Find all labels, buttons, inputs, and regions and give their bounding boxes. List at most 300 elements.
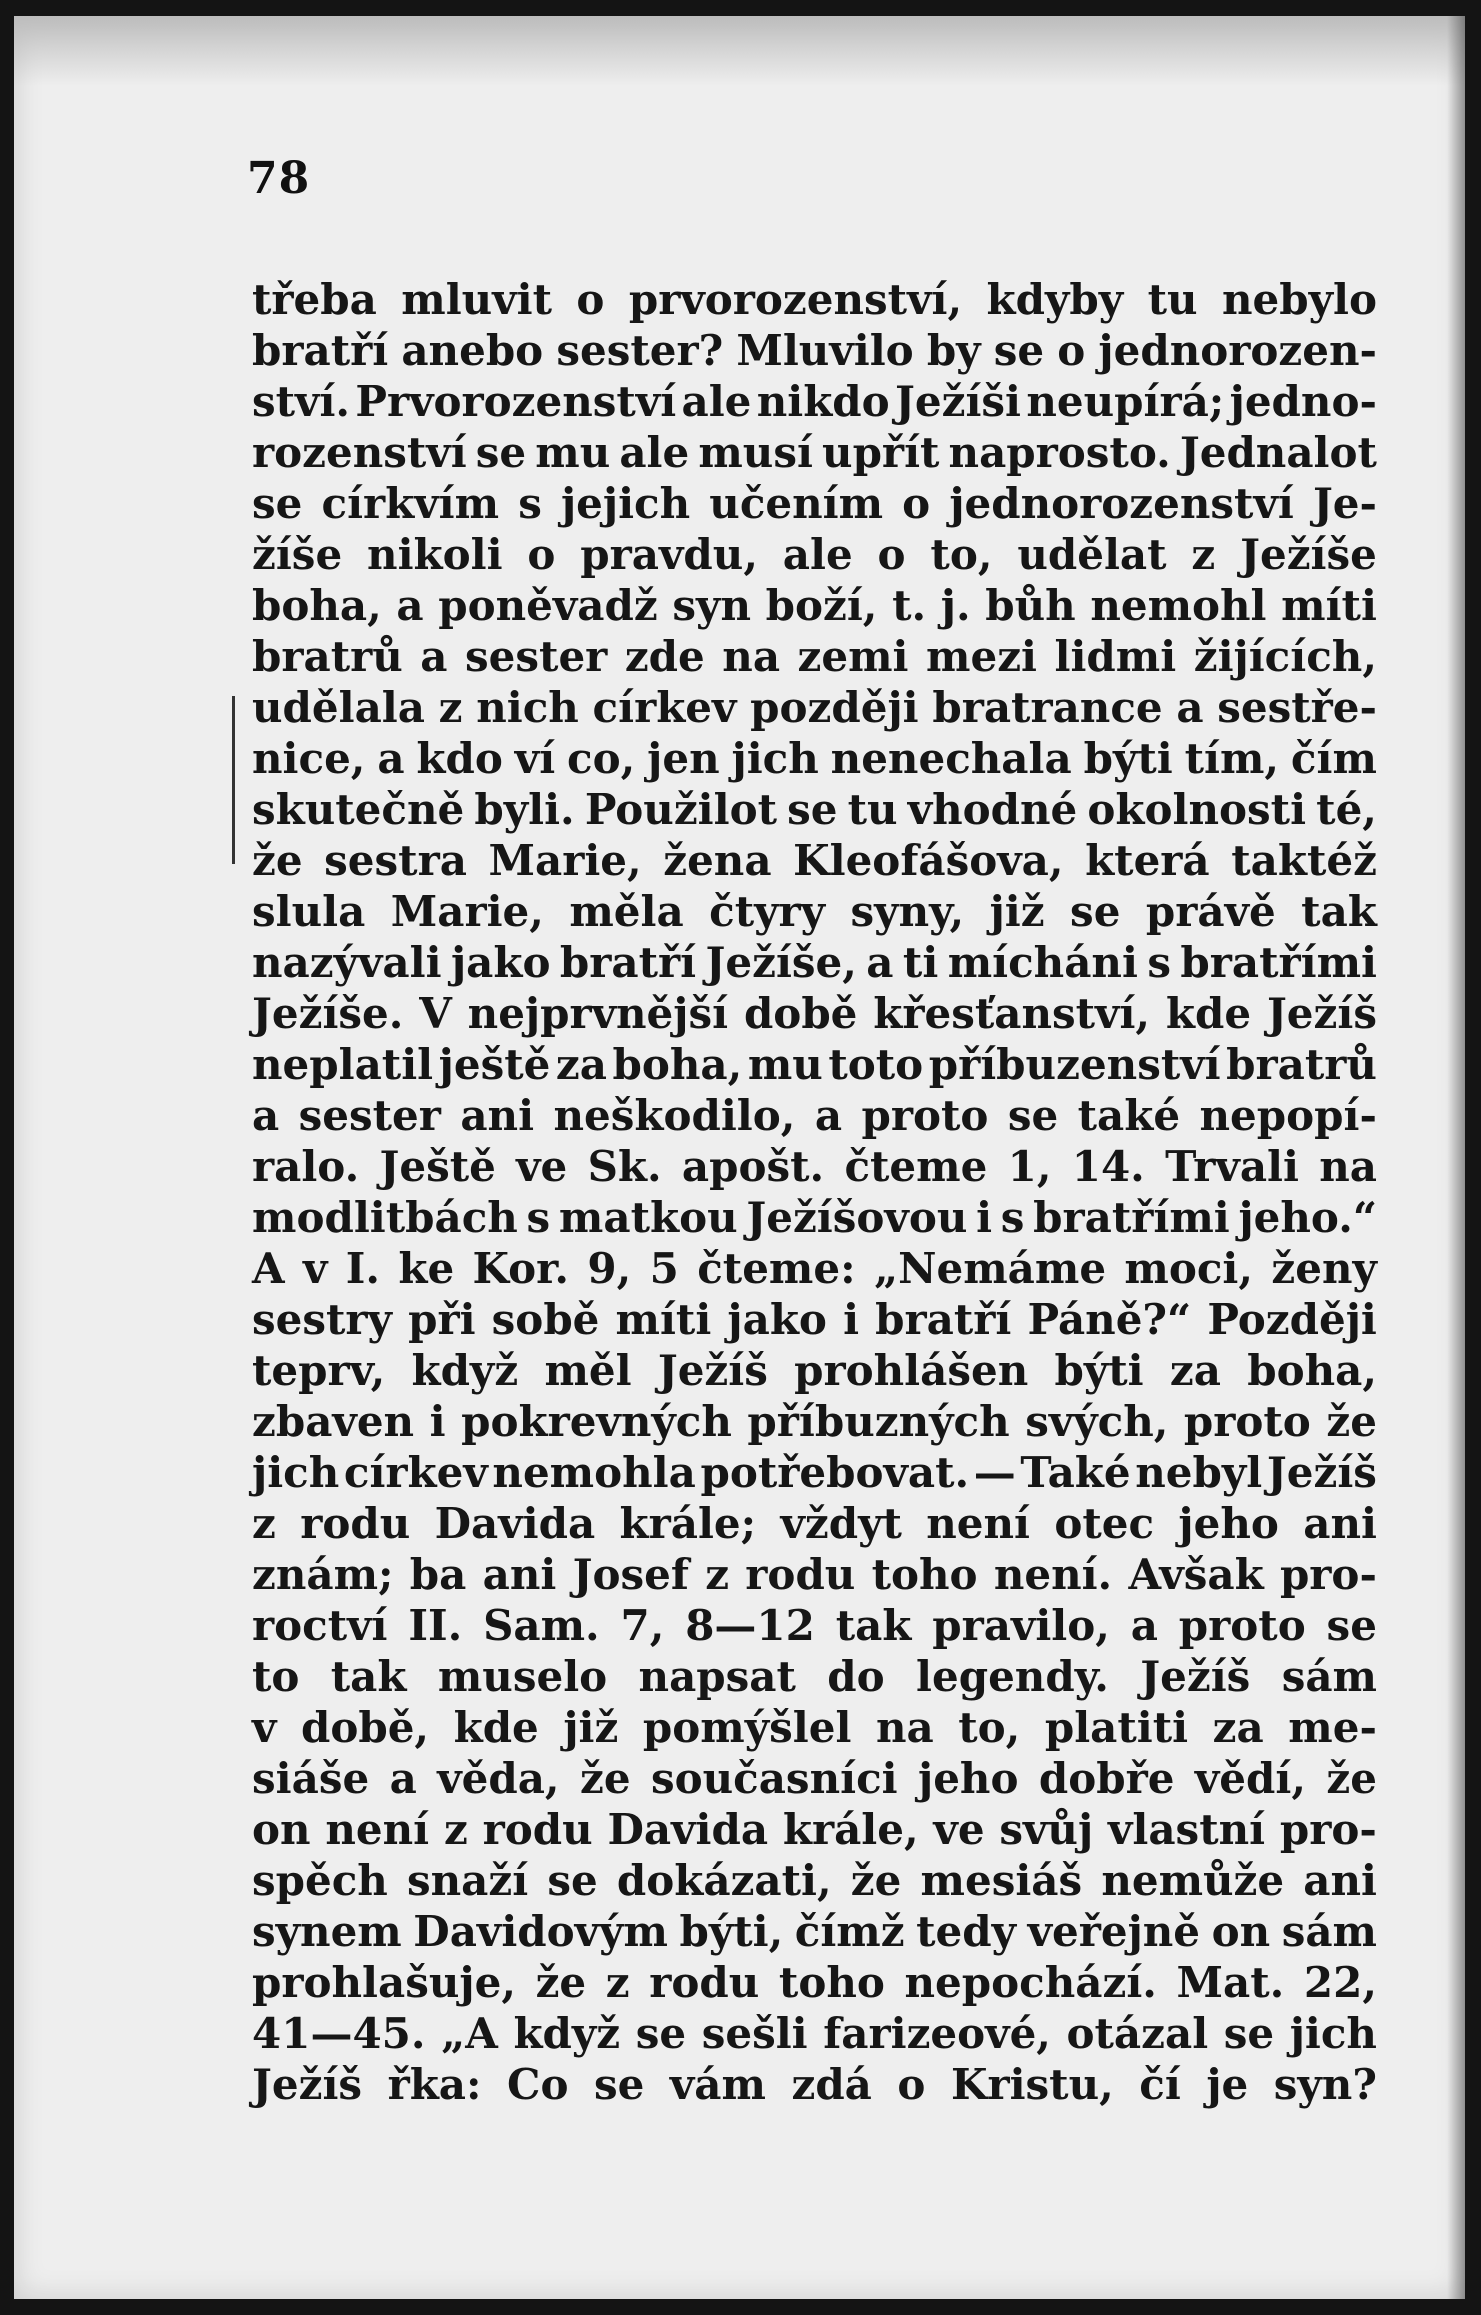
- word: otázal: [1066, 2009, 1209, 2058]
- word: Marie,: [390, 887, 544, 936]
- word: s: [518, 479, 542, 528]
- word: syny,: [850, 887, 965, 936]
- word: jejich: [560, 479, 691, 528]
- word: snaží: [407, 1856, 529, 1905]
- text-line: [252, 937, 1377, 988]
- word: při: [408, 1295, 476, 1344]
- word: míti: [615, 1295, 712, 1344]
- word: apošt.: [681, 1142, 825, 1191]
- word: bratřími: [1180, 938, 1377, 987]
- word: potřebovat.: [700, 1448, 970, 1497]
- word: z: [1191, 530, 1216, 579]
- word: žena: [663, 836, 772, 885]
- text-line: [252, 325, 1377, 376]
- word: teprv,: [252, 1346, 386, 1395]
- word: Trvali: [1165, 1142, 1299, 1191]
- word: době,: [300, 1703, 430, 1752]
- word: ani: [1303, 1856, 1377, 1905]
- word: Ježíšovou: [746, 1193, 968, 1242]
- word: a: [420, 632, 448, 681]
- text-line: [252, 1345, 1377, 1396]
- word: čím: [1290, 734, 1377, 783]
- word: té,: [1316, 785, 1377, 834]
- text-line: [252, 1447, 1377, 1498]
- word: lidmi: [1054, 632, 1177, 681]
- word: kdyby: [986, 275, 1124, 324]
- word: se: [1223, 2009, 1275, 2058]
- word: o: [877, 530, 906, 579]
- word: toho: [871, 1550, 978, 1599]
- word: věda,: [437, 1754, 560, 1803]
- word: a: [252, 1091, 280, 1140]
- word: slula: [252, 887, 366, 936]
- word: udělat: [1017, 530, 1167, 579]
- word: taktéž: [1231, 836, 1377, 885]
- text-line: [252, 427, 1377, 478]
- word: že: [535, 1958, 587, 2007]
- text-line: [252, 1090, 1377, 1141]
- word: o: [902, 479, 931, 528]
- word: sester?: [556, 326, 724, 375]
- word: jedno-: [1229, 377, 1377, 426]
- word: boží,: [765, 581, 878, 630]
- word: býti: [1054, 1346, 1144, 1395]
- word: V: [419, 989, 452, 1038]
- word: Ježíš: [657, 1346, 768, 1395]
- text-line: [252, 580, 1377, 631]
- text-line: [252, 274, 1377, 325]
- word: tím,: [1184, 734, 1280, 783]
- word: 41—45.: [252, 2009, 426, 2058]
- text-line: [252, 1753, 1377, 1804]
- word: Ježíš: [1266, 989, 1377, 1038]
- word: Sam.: [483, 1601, 600, 1650]
- text-line: [252, 529, 1377, 580]
- word: ani: [482, 1550, 557, 1599]
- page-top-shadow: [14, 16, 1465, 86]
- word: s: [526, 1193, 551, 1242]
- word: na: [875, 1703, 934, 1752]
- word: za: [1212, 1703, 1264, 1752]
- word: 14.: [1071, 1142, 1145, 1191]
- word: 1,: [1007, 1142, 1052, 1191]
- word: s: [1147, 938, 1171, 987]
- text-line: [252, 1855, 1377, 1906]
- word: sester: [465, 632, 608, 681]
- word: když: [513, 2009, 621, 2058]
- word: zde: [624, 632, 705, 681]
- word: tak: [1301, 887, 1377, 936]
- word: jeho: [1178, 1499, 1279, 1548]
- word: ale: [782, 530, 853, 579]
- word: se: [1007, 1091, 1059, 1140]
- margin-pencil-mark: [232, 696, 235, 864]
- word: ralo.: [252, 1142, 360, 1191]
- word: se: [594, 2060, 645, 2109]
- word: za: [555, 1040, 607, 1089]
- word: Ježíš: [252, 2060, 363, 2109]
- word: rodu: [745, 1550, 856, 1599]
- word: ale: [681, 377, 752, 426]
- text-line: [252, 1600, 1377, 1651]
- word: rodu: [649, 1958, 760, 2007]
- word: Páně?“: [1027, 1295, 1192, 1344]
- word: proto: [1183, 1397, 1311, 1446]
- word: je: [1206, 2060, 1249, 2109]
- word: j.: [940, 581, 971, 630]
- word: není: [325, 1805, 430, 1854]
- word: ženy: [1271, 1244, 1377, 1293]
- text-line: [252, 1651, 1377, 1702]
- word: Marie,: [488, 836, 642, 885]
- word: třeba: [252, 275, 377, 324]
- word: rodu: [482, 1805, 593, 1854]
- word: veřejně: [1027, 1907, 1201, 1956]
- word: Později: [1207, 1295, 1377, 1344]
- text-line: [252, 2059, 1377, 2110]
- word: čteme: [844, 1142, 988, 1191]
- word: naprosto.: [948, 428, 1171, 477]
- word: toho: [778, 1958, 885, 2007]
- word: mezi: [926, 632, 1037, 681]
- word: vlastní: [1107, 1805, 1266, 1854]
- word: 8—12: [685, 1601, 815, 1650]
- word: sám: [1281, 1907, 1377, 1956]
- word: krále;: [619, 1499, 757, 1548]
- page-right-edge: [1447, 16, 1465, 2299]
- word: a: [396, 581, 424, 630]
- word: tak: [835, 1601, 912, 1650]
- word: Ježíši: [895, 377, 1022, 426]
- word: Také: [1020, 1448, 1131, 1497]
- word: míti: [1281, 581, 1377, 630]
- word: době: [743, 989, 858, 1038]
- word: jednorozen-: [1098, 326, 1377, 375]
- word: kde: [1165, 989, 1252, 1038]
- word: bratrů: [1226, 1040, 1377, 1089]
- word: na: [1319, 1142, 1377, 1191]
- word: neplatil: [252, 1040, 434, 1089]
- word: pro-: [1279, 1550, 1377, 1599]
- word: ství.: [252, 377, 351, 426]
- word: prohlašuje,: [252, 1958, 516, 2007]
- word: platiti: [1044, 1703, 1189, 1752]
- word: 9,: [587, 1244, 632, 1293]
- word: sestry: [252, 1295, 392, 1344]
- word: v: [252, 1703, 277, 1752]
- word: Jednalot: [1179, 428, 1377, 477]
- text-line: [252, 631, 1377, 682]
- word: ke: [398, 1244, 455, 1293]
- word: žijících,: [1193, 632, 1377, 681]
- word: sester: [298, 1091, 441, 1140]
- word: okolnosti: [1087, 785, 1307, 834]
- text-line: [252, 1549, 1377, 1600]
- word: bratří: [559, 938, 697, 987]
- text-line: [252, 1396, 1377, 1447]
- book-page: [14, 16, 1465, 2299]
- word: Sk.: [587, 1142, 662, 1191]
- word: jednorozenství: [949, 479, 1294, 528]
- word: dobře: [1038, 1754, 1175, 1803]
- word: o: [1057, 326, 1086, 375]
- word: rozenství: [252, 428, 467, 477]
- word: A: [252, 1244, 285, 1293]
- word: nepopí-: [1199, 1091, 1377, 1140]
- text-line: [252, 2008, 1377, 2059]
- word: býti,: [679, 1907, 784, 1956]
- word: tedy: [916, 1907, 1017, 1956]
- word: moci,: [1124, 1244, 1254, 1293]
- word: pomýšlel: [642, 1703, 852, 1752]
- word: siáše: [252, 1754, 370, 1803]
- word: se: [547, 1856, 598, 1905]
- word: ještě: [438, 1040, 551, 1089]
- word: měl: [544, 1346, 632, 1395]
- page-number: 78: [247, 153, 311, 204]
- word: ba: [409, 1550, 467, 1599]
- word: křesťanství,: [873, 989, 1151, 1038]
- word: Josef: [572, 1550, 689, 1599]
- word: udělala: [252, 683, 425, 732]
- word: —: [973, 1448, 1016, 1497]
- word: mesiáš: [920, 1856, 1083, 1905]
- body-text: [252, 274, 1377, 2110]
- text-line: [252, 1141, 1377, 1192]
- word: bratrance: [932, 683, 1163, 732]
- word: že: [252, 836, 303, 885]
- word: on: [1211, 1907, 1271, 1956]
- word: mu: [747, 1040, 823, 1089]
- text-line: [252, 1243, 1377, 1294]
- word: poněvadž: [438, 581, 658, 630]
- word: Davida: [434, 1499, 596, 1548]
- text-line: [252, 1906, 1377, 1957]
- word: otec: [1054, 1499, 1155, 1548]
- word: jako: [450, 938, 551, 987]
- word: s: [1000, 1193, 1025, 1242]
- word: farizeové,: [823, 2009, 1051, 2058]
- word: sobě: [491, 1295, 600, 1344]
- word: nazývali: [252, 938, 442, 987]
- word: svůj: [999, 1805, 1094, 1854]
- word: ani: [1303, 1499, 1377, 1548]
- word: napsat: [638, 1652, 796, 1701]
- word: Davida: [607, 1805, 769, 1854]
- word: i: [843, 1295, 860, 1344]
- word: ale: [619, 428, 690, 477]
- word: a: [1130, 1601, 1158, 1650]
- word: bratrů: [252, 632, 403, 681]
- word: z: [438, 683, 463, 732]
- word: později: [750, 683, 919, 732]
- word: matkou: [558, 1193, 738, 1242]
- word: Mluvilo: [736, 326, 914, 375]
- word: musí: [698, 428, 813, 477]
- word: jich: [1289, 2009, 1377, 2058]
- word: legendy.: [916, 1652, 1109, 1701]
- word: Ježíš: [1140, 1652, 1251, 1701]
- word: církvím: [321, 479, 500, 528]
- word: se: [1326, 1601, 1377, 1650]
- word: se: [993, 326, 1045, 375]
- text-line: [252, 1804, 1377, 1855]
- word: a: [1176, 683, 1204, 732]
- word: jen: [647, 734, 720, 783]
- word: anebo: [401, 326, 544, 375]
- word: již: [989, 887, 1045, 936]
- word: že: [1326, 1754, 1377, 1803]
- word: jich: [731, 734, 819, 783]
- word: „A: [441, 2009, 498, 2058]
- word: Prvorozenství: [355, 377, 677, 426]
- word: nikoli: [367, 530, 503, 579]
- word: upřít: [822, 428, 940, 477]
- word: Davidovým: [413, 1907, 668, 1956]
- text-line: [252, 1498, 1377, 1549]
- word: příbuzných: [747, 1397, 1010, 1446]
- text-line: [252, 376, 1377, 427]
- word: bratří: [875, 1295, 1012, 1344]
- word: roctví: [252, 1601, 388, 1650]
- word: v: [302, 1244, 328, 1293]
- word: Kor.: [472, 1244, 570, 1293]
- word: ví: [514, 734, 556, 783]
- word: mu: [535, 428, 611, 477]
- word: nepochází.: [904, 1958, 1157, 2007]
- word: žíše: [252, 530, 343, 579]
- word: Ježíše.: [252, 989, 404, 1038]
- word: vám: [669, 2060, 766, 2109]
- word: nemůže: [1101, 1856, 1285, 1905]
- word: boha,: [252, 581, 382, 630]
- word: II.: [408, 1601, 463, 1650]
- word: nemohl: [1090, 581, 1267, 630]
- word: prvorozenství,: [628, 275, 963, 324]
- word: že: [579, 1754, 631, 1803]
- word: mluvit: [401, 275, 552, 324]
- word: neupírá;: [1026, 377, 1225, 426]
- text-line: [252, 1294, 1377, 1345]
- word: že: [1326, 1397, 1377, 1446]
- word: sám: [1281, 1652, 1377, 1701]
- word: čí: [1139, 2060, 1181, 2109]
- word: to,: [958, 1703, 1021, 1752]
- word: Co: [507, 2060, 569, 2109]
- word: pro-: [1279, 1805, 1377, 1854]
- word: vhodné: [907, 785, 1078, 834]
- word: co,: [567, 734, 636, 783]
- word: z: [252, 1499, 276, 1548]
- word: čímž: [794, 1907, 905, 1956]
- word: Ježíše,: [705, 938, 857, 987]
- word: mícháni: [947, 938, 1138, 987]
- word: bratří: [252, 326, 389, 375]
- word: proto: [1178, 1601, 1306, 1650]
- word: nice,: [252, 734, 366, 783]
- word: synem: [252, 1907, 402, 1956]
- word: nich: [476, 683, 579, 732]
- word: kdo: [416, 734, 503, 783]
- word: sešli: [701, 2009, 808, 2058]
- word: tak: [330, 1652, 407, 1701]
- text-line: [252, 988, 1377, 1039]
- text-line: [252, 1192, 1377, 1243]
- word: dokázati,: [616, 1856, 832, 1905]
- word: bratřími: [1033, 1193, 1230, 1242]
- word: čteme:: [697, 1244, 856, 1293]
- word: tu: [1147, 275, 1198, 324]
- word: do: [827, 1652, 885, 1701]
- word: Použilot: [584, 785, 777, 834]
- word: syn: [672, 581, 751, 630]
- word: Ještě: [379, 1142, 496, 1191]
- word: pokrevných: [461, 1397, 732, 1446]
- word: na: [722, 632, 781, 681]
- word: ti: [902, 938, 939, 987]
- word: rodu: [300, 1499, 411, 1548]
- word: i: [429, 1397, 446, 1446]
- word: bůh: [985, 581, 1076, 630]
- word: zbaven: [252, 1397, 415, 1446]
- word: „Nemáme: [873, 1244, 1107, 1293]
- word: sestra: [324, 836, 467, 885]
- word: prohlášen: [794, 1346, 1029, 1395]
- word: Avšak: [1128, 1550, 1264, 1599]
- text-line: [252, 1702, 1377, 1753]
- word: pravilo,: [932, 1601, 1110, 1650]
- text-line: [252, 478, 1377, 529]
- word: nejprvnější: [467, 989, 729, 1038]
- word: kde: [453, 1703, 539, 1752]
- word: z: [705, 1550, 730, 1599]
- word: se: [635, 2009, 687, 2058]
- word: Je-: [1312, 479, 1377, 528]
- word: I.: [345, 1244, 380, 1293]
- word: znám;: [252, 1550, 394, 1599]
- word: čtyry: [709, 887, 826, 936]
- word: byli.: [474, 785, 575, 834]
- word: není: [926, 1499, 1031, 1548]
- word: a: [389, 1754, 417, 1803]
- word: jich: [252, 1448, 340, 1497]
- word: ve: [933, 1805, 985, 1854]
- word: za: [1169, 1346, 1221, 1395]
- word: spěch: [252, 1856, 388, 1905]
- word: boha,: [612, 1040, 743, 1089]
- word: skutečně: [252, 785, 465, 834]
- word: církev: [343, 1448, 488, 1497]
- word: syn?: [1273, 2060, 1377, 2109]
- word: t.: [892, 581, 927, 630]
- word: krále,: [782, 1805, 919, 1854]
- word: ve: [516, 1142, 568, 1191]
- word: vždyt: [780, 1499, 902, 1548]
- word: o: [897, 2060, 926, 2109]
- text-line: [252, 835, 1377, 886]
- word: svých,: [1025, 1397, 1169, 1446]
- word: 5: [649, 1244, 679, 1293]
- word: Kleofášova,: [793, 836, 1064, 885]
- word: že: [850, 1856, 902, 1905]
- word: se: [1070, 887, 1121, 936]
- word: modlitbách: [252, 1193, 518, 1242]
- word: jako: [727, 1295, 827, 1344]
- word: neškodilo,: [553, 1091, 796, 1140]
- word: Ježíš: [1266, 1448, 1377, 1497]
- word: zemi: [797, 632, 909, 681]
- word: řka:: [387, 2060, 482, 2109]
